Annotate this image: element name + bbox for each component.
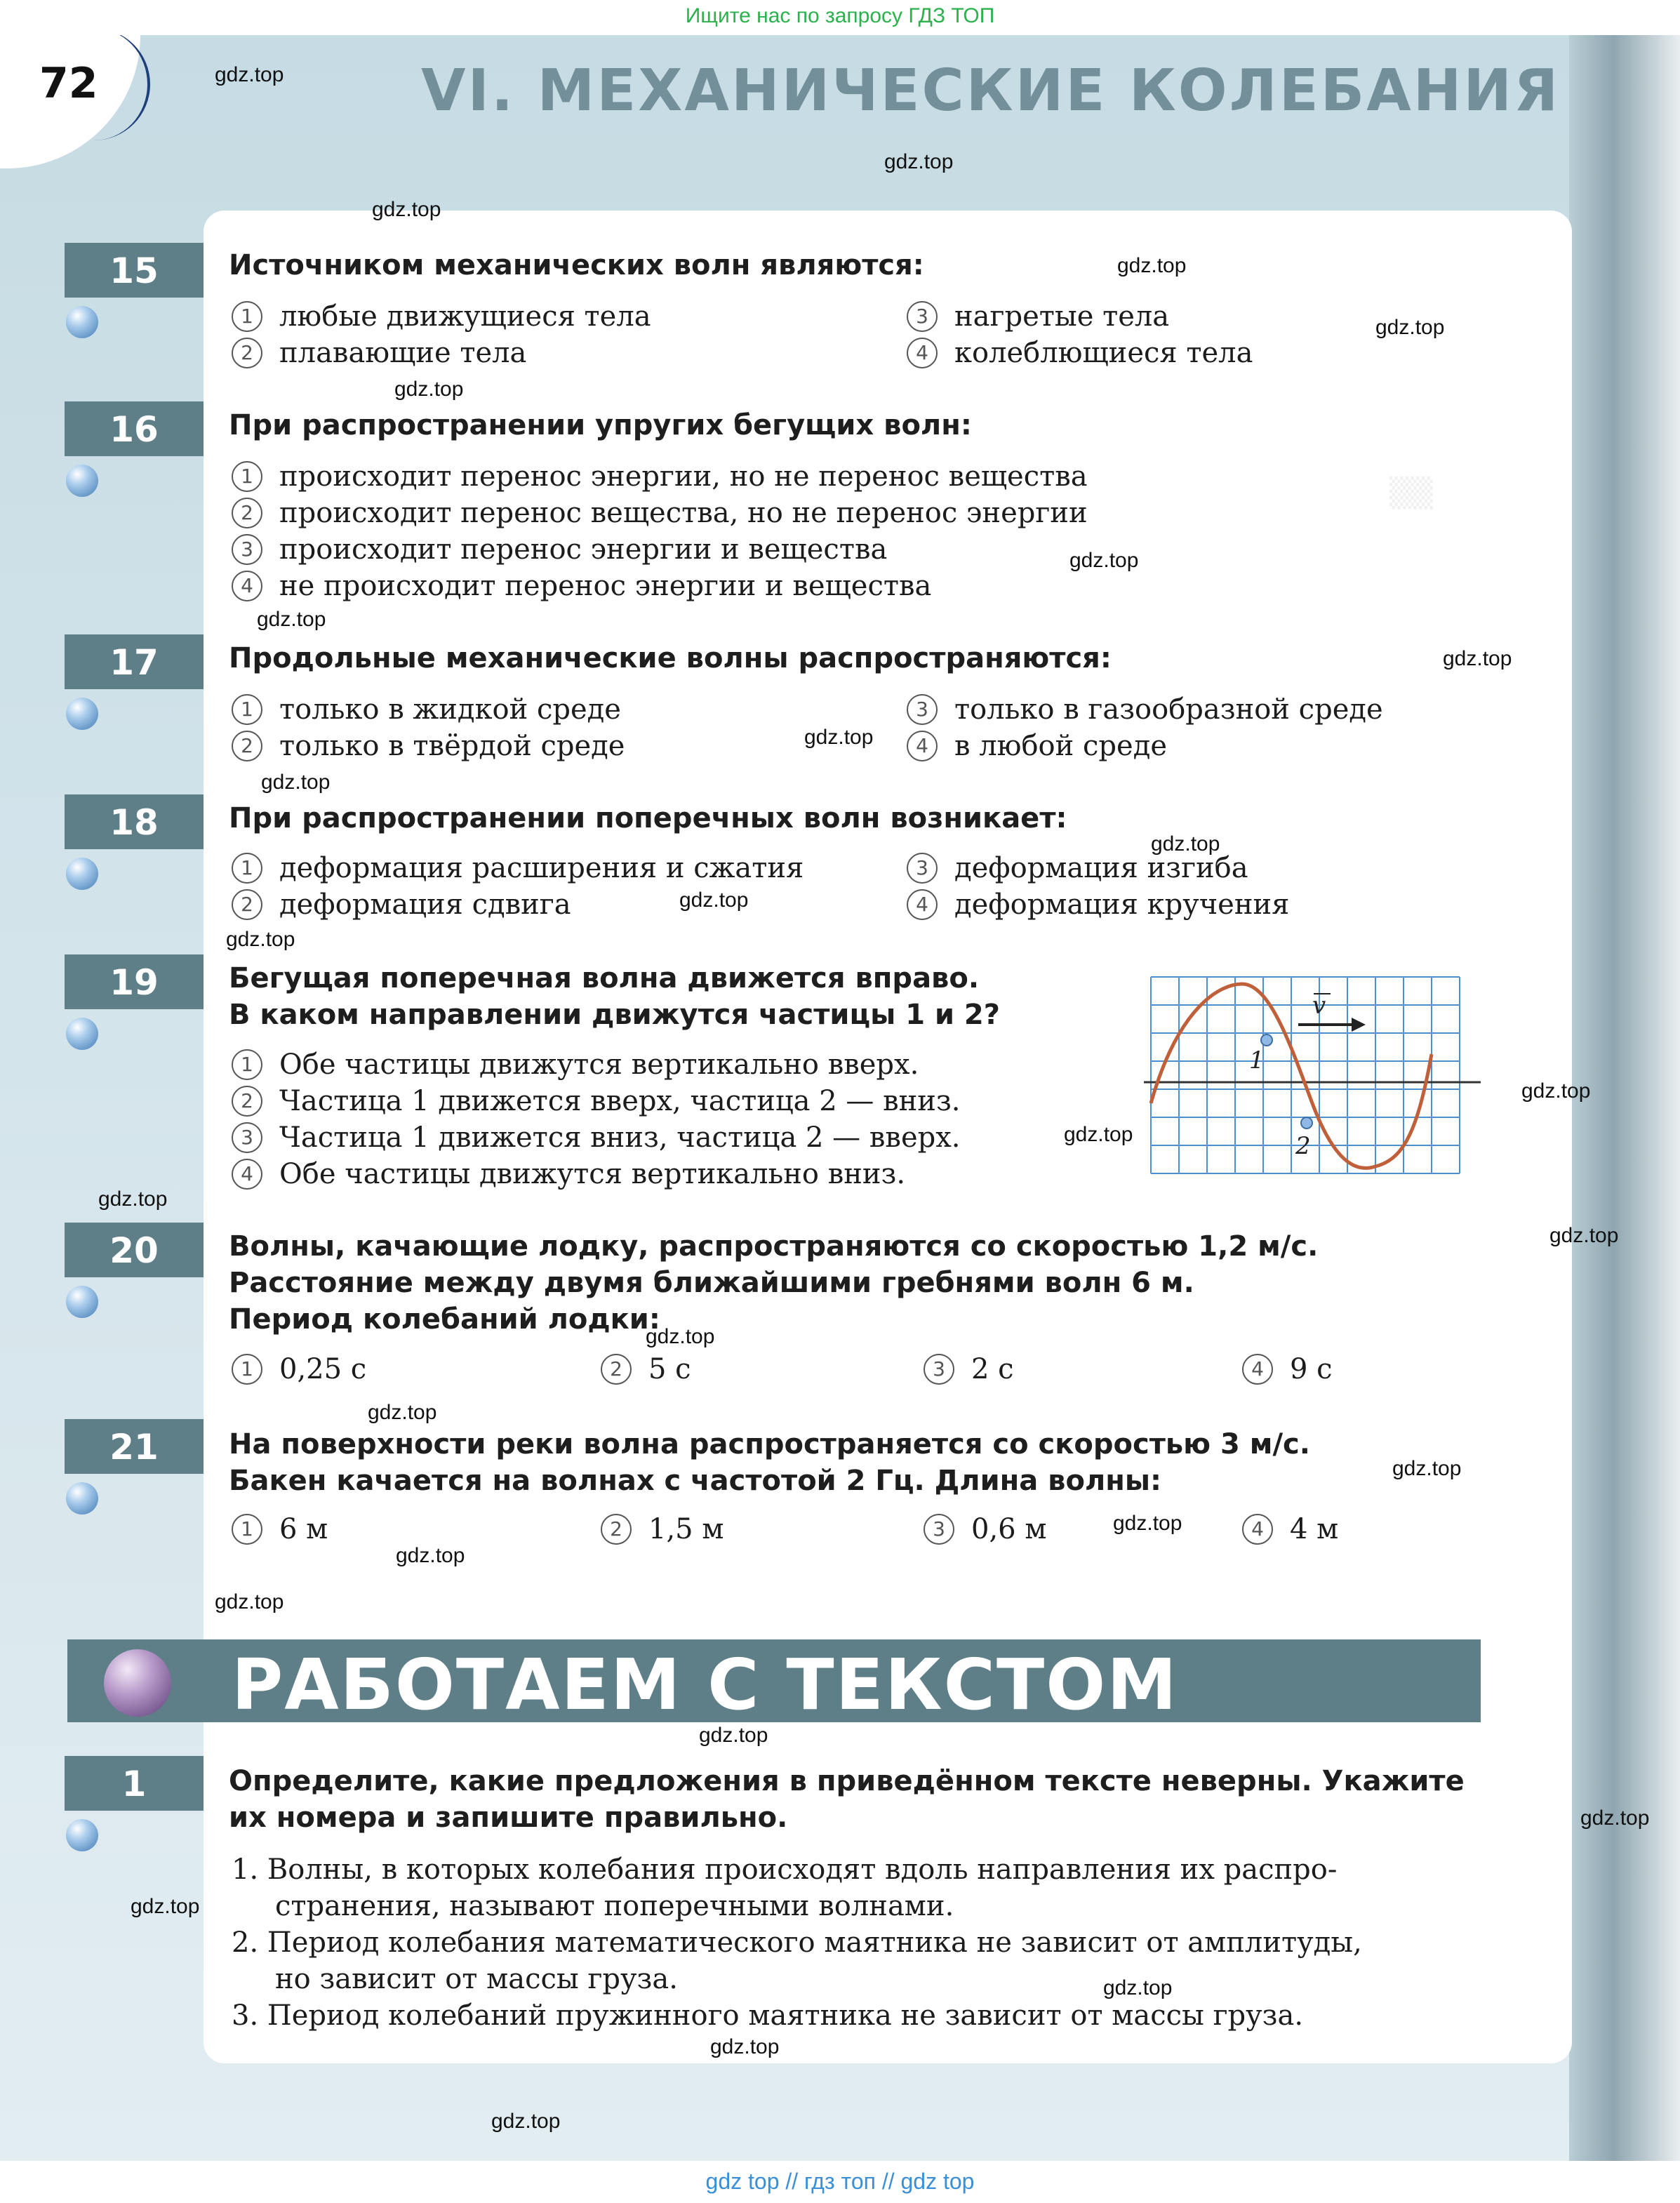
question-text: При распространении упругих бегущих волн:: [229, 409, 972, 441]
watermark: gdz.top: [372, 198, 441, 221]
watermark: gdz.top: [394, 378, 464, 401]
question-text-line: Бакен качается на волнах с частотой 2 Гц. Длина волны:: [229, 1465, 1162, 1497]
watermark: gdz.top: [1151, 832, 1220, 856]
option-marker: 3: [924, 1354, 954, 1385]
watermark: gdz.top: [679, 888, 749, 912]
option[interactable]: 4 9 с: [1242, 1353, 1333, 1387]
watermark: gdz.top: [710, 2035, 780, 2058]
option-marker: 3: [907, 853, 938, 884]
option[interactable]: 3 нагретые тела: [907, 300, 1169, 334]
watermark: gdz.top: [226, 928, 295, 951]
option-marker: 4: [907, 731, 938, 761]
particle-1-dot: [1261, 1034, 1272, 1046]
watermark: gdz.top: [491, 2110, 561, 2133]
option[interactable]: 1 0,25 с: [232, 1353, 366, 1387]
watermark: gdz.top: [215, 63, 284, 86]
option-marker: 2: [232, 1086, 262, 1117]
question-number: 19: [65, 954, 204, 1009]
option[interactable]: 3 только в газообразной среде: [907, 693, 1383, 727]
option-marker: 3: [232, 1122, 262, 1153]
ball-icon: [66, 698, 98, 730]
option[interactable]: 1 Обе частицы движутся вертикально вверх.: [232, 1049, 919, 1082]
watermark: gdz.top: [884, 150, 954, 173]
option[interactable]: 1 деформация расширения и сжатия: [232, 852, 804, 886]
option-marker: 3: [907, 301, 938, 332]
watermark: gdz.top: [1069, 549, 1139, 572]
question-text-line: Расстояние между двумя ближайшими гребнями волн 6 м.: [229, 1267, 1194, 1299]
question-text-line: Период колебаний лодки:: [229, 1303, 660, 1336]
option[interactable]: 3 2 с: [924, 1353, 1014, 1387]
option-marker: 2: [232, 731, 262, 761]
option-marker: 1: [232, 1049, 262, 1080]
question-text: При распространении поперечных волн возникает:: [229, 802, 1067, 834]
watermark: gdz.top: [1375, 316, 1445, 339]
watermark: gdz.top: [257, 608, 326, 631]
option[interactable]: 3 происходит перенос энергии и вещества: [232, 533, 887, 567]
option-marker: 4: [1242, 1354, 1273, 1385]
page-number: 72: [39, 59, 98, 108]
question-text-line: Бегущая поперечная волна движется вправо.: [229, 962, 980, 994]
sphere-icon: [104, 1649, 171, 1717]
option-marker: 4: [907, 889, 938, 920]
bottom-banner[interactable]: gdz top // гдз топ // gdz top: [0, 2161, 1680, 2203]
question-number: 20: [65, 1223, 204, 1277]
option-marker: 3: [924, 1514, 954, 1545]
watermark: gdz.top: [1549, 1224, 1619, 1247]
option[interactable]: 2 Частица 1 движется вверх, частица 2 — вниз.: [232, 1085, 961, 1119]
ball-icon: [66, 858, 98, 890]
velocity-label: v: [1312, 992, 1326, 1020]
particle-1-label: 1: [1249, 1046, 1265, 1074]
option-marker: 1: [232, 1514, 262, 1545]
watermark: gdz.top: [1113, 1512, 1182, 1535]
task-item-line: но зависит от массы груза.: [275, 1963, 678, 1995]
particle-2-label: 2: [1295, 1132, 1311, 1160]
option-marker: 1: [232, 1354, 262, 1385]
option[interactable]: 4 Обе частицы движутся вертикально вниз.: [232, 1158, 905, 1192]
question-text-line: В каком направлении движутся частицы 1 и 2?: [229, 999, 1000, 1031]
task-number: 1: [65, 1756, 204, 1811]
watermark: gdz.top: [646, 1325, 715, 1348]
option-marker: 1: [232, 461, 262, 492]
watermark: gdz.top: [215, 1590, 284, 1613]
watermark: gdz.top: [1392, 1457, 1462, 1480]
option-marker: 2: [601, 1354, 632, 1385]
option-marker: 2: [232, 498, 262, 528]
watermark: gdz.top: [1103, 1976, 1173, 1999]
option[interactable]: 4 в любой среде: [907, 730, 1167, 764]
question-text: Источником механических волн являются:: [229, 249, 924, 281]
ball-icon: [66, 1482, 98, 1515]
option[interactable]: 4 колеблющиеся тела: [907, 337, 1253, 371]
watermark: gdz.top: [1580, 1806, 1650, 1830]
option[interactable]: 1 любые движущиеся тела: [232, 300, 651, 334]
task-item-line: 3. Период колебаний пружинного маятника не зависит от массы груза.: [232, 1999, 1304, 2032]
option[interactable]: 1 только в жидкой среде: [232, 693, 621, 727]
task-text-line: их номера и запишите правильно.: [229, 1802, 788, 1834]
option-marker: 4: [232, 571, 262, 601]
option[interactable]: 4 4 м: [1242, 1513, 1338, 1547]
option-marker: 4: [232, 1159, 262, 1190]
question-number: 16: [65, 401, 204, 456]
question-number: 18: [65, 794, 204, 849]
option-marker: 1: [232, 301, 262, 332]
option-marker: 1: [232, 853, 262, 884]
watermark: gdz.top: [396, 1544, 465, 1567]
option[interactable]: 2 деформация сдвига: [232, 888, 571, 922]
ball-icon: [66, 1018, 98, 1050]
question-text-line: На поверхности реки волна распространяется со скоростью 3 м/с.: [229, 1428, 1310, 1460]
ball-icon: [66, 306, 98, 338]
option-marker: 2: [232, 338, 262, 368]
ball-icon: [66, 465, 98, 497]
ball-icon: [66, 1286, 98, 1318]
option[interactable]: 2 1,5 м: [601, 1513, 724, 1547]
task-item-line: 1. Волны, в которых колебания происходят вдоль направления их распро-: [232, 1853, 1338, 1886]
option[interactable]: 1 происходит перенос энергии, но не перенос вещества: [232, 460, 1088, 494]
watermark: gdz.top: [699, 1724, 768, 1747]
question-number: 15: [65, 243, 204, 298]
question-number: 17: [65, 634, 204, 689]
option[interactable]: 3 0,6 м: [924, 1513, 1046, 1547]
watermark: gdz.top: [261, 771, 331, 794]
ball-icon: [66, 1819, 98, 1851]
option[interactable]: 4 деформация кручения: [907, 888, 1289, 922]
watermark: gdz.top: [804, 726, 874, 749]
question-text: Продольные механические волны распространяются:: [229, 642, 1112, 674]
option-marker: 3: [907, 694, 938, 725]
watermark: gdz.top: [1064, 1123, 1133, 1146]
particle-2-dot: [1301, 1117, 1312, 1129]
option[interactable]: 4 не происходит перенос энергии и вещества: [232, 570, 931, 604]
option-marker: 3: [232, 534, 262, 565]
arrow-head-icon: [1352, 1018, 1366, 1032]
option[interactable]: 3 Частица 1 движется вниз, частица 2 — вверх.: [232, 1122, 961, 1155]
option-marker: 2: [232, 889, 262, 920]
question-text-line: Волны, качающие лодку, распространяются со скоростью 1,2 м/с.: [229, 1230, 1319, 1263]
task-text-line: Определите, какие предложения в приведённом тексте неверны. Укажите: [229, 1765, 1465, 1797]
watermark: gdz.top: [1117, 254, 1187, 277]
option[interactable]: 2 плавающие тела: [232, 337, 526, 371]
watermark: gdz.top: [368, 1401, 437, 1424]
watermark: gdz.top: [1443, 647, 1512, 670]
option[interactable]: 3 деформация изгиба: [907, 852, 1248, 886]
section-title: РАБОТАЕМ С ТЕКСТОМ: [232, 1644, 1178, 1726]
task-item-line: странения, называют поперечными волнами.: [275, 1890, 954, 1922]
bleed-through: ▒▒: [1389, 477, 1433, 510]
watermark: gdz.top: [1521, 1079, 1591, 1103]
question-number: 21: [65, 1419, 204, 1474]
top-banner[interactable]: Ищите нас по запросу ГДЗ ТОП: [0, 0, 1680, 35]
option-marker: 2: [601, 1514, 632, 1545]
option[interactable]: 1 6 м: [232, 1513, 328, 1547]
task-item-line: 2. Период колебания математического маятника не зависит от амплитуды,: [232, 1926, 1362, 1959]
option[interactable]: 2 5 с: [601, 1353, 691, 1387]
chapter-title: VI. МЕХАНИЧЕСКИЕ КОЛЕБАНИЯ: [421, 58, 1561, 124]
option[interactable]: 2 происходит перенос вещества, но не перенос энергии: [232, 497, 1088, 531]
watermark: gdz.top: [98, 1187, 168, 1211]
watermark: gdz.top: [131, 1895, 200, 1918]
option-marker: 4: [1242, 1514, 1273, 1545]
option[interactable]: 2 только в твёрдой среде: [232, 730, 625, 764]
option-marker: 4: [907, 338, 938, 368]
wave-figure: [1123, 963, 1488, 1187]
option-marker: 1: [232, 694, 262, 725]
